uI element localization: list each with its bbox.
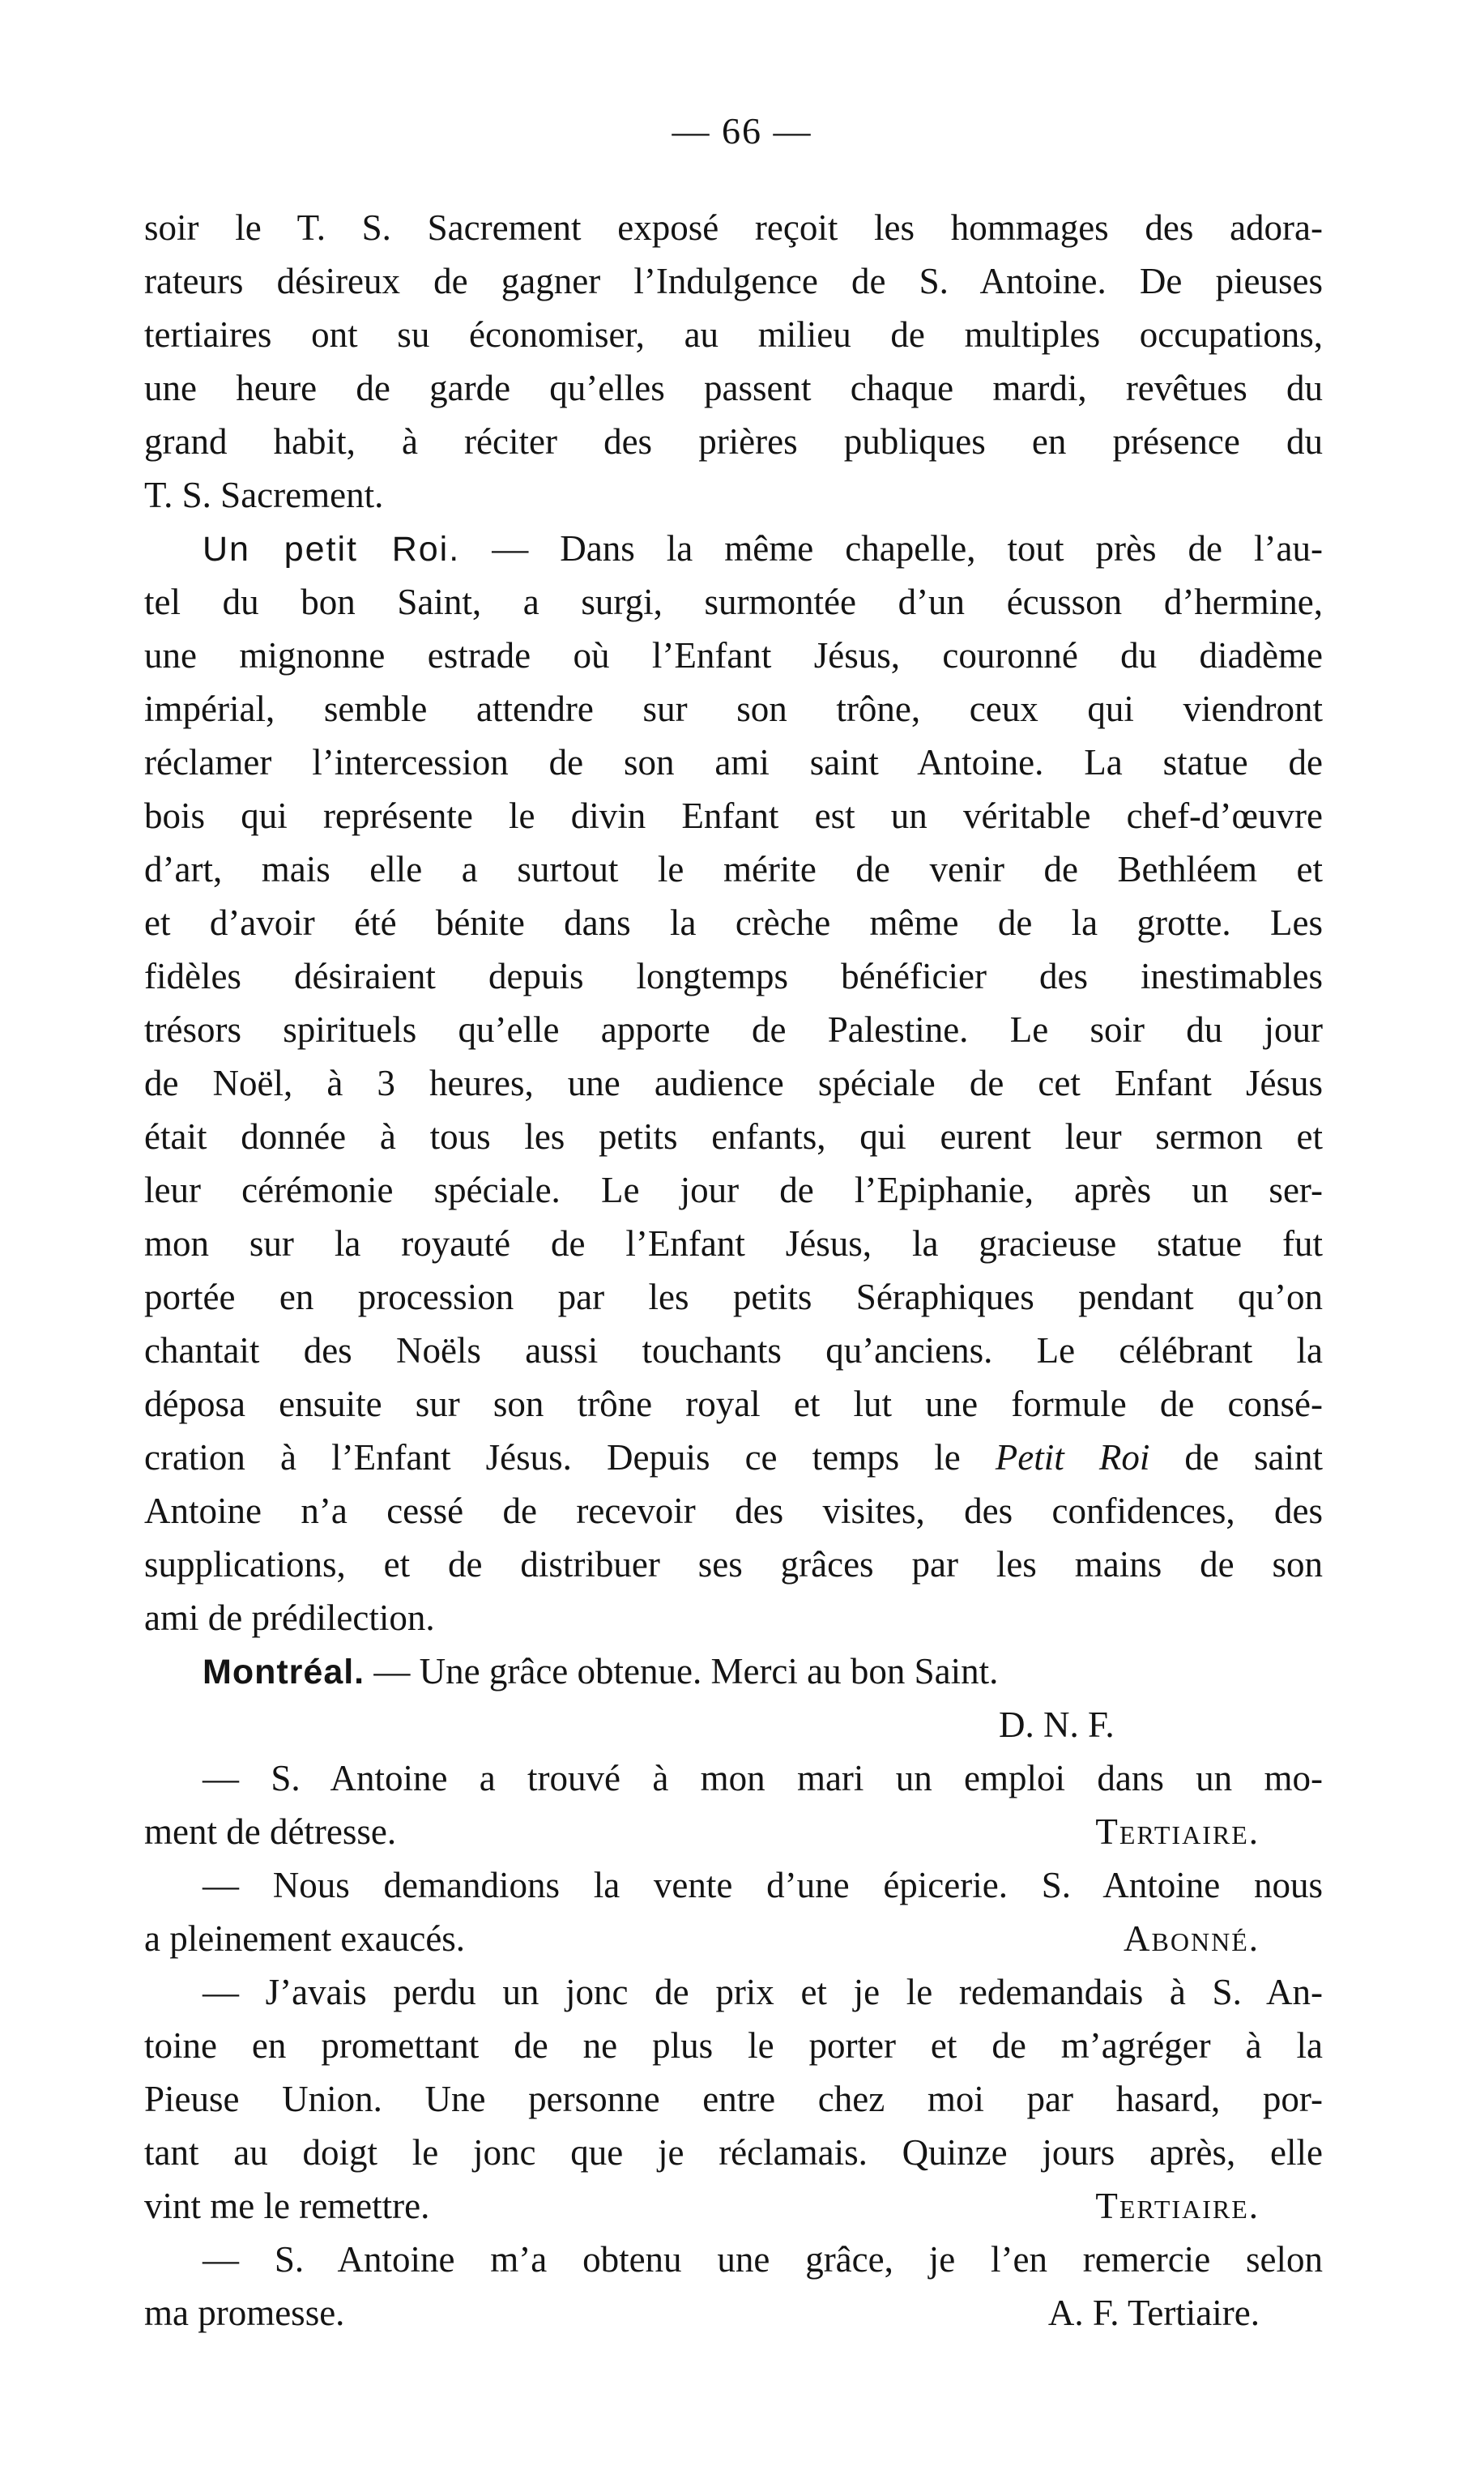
text-line: une heure de garde qu’elles passent chaque mardi, revêtues du — [144, 368, 1323, 408]
text-line: d’art, mais elle a surtout le mérite de venir de Bethléem et — [144, 849, 1323, 889]
signature: D. N. F. — [999, 1704, 1115, 1745]
text-line: rateurs désireux de gagner l’Indulgence de S. Antoine. De pieuses — [144, 261, 1323, 301]
text-line: mon sur la royauté de l’Enfant Jésus, la gracieuse statue fut — [144, 1223, 1323, 1264]
text-line: — J’avais perdu un jonc de prix et je le redemandais à S. An- — [203, 1972, 1323, 2012]
text-line: bois qui représente le divin Enfant est un véritable chef-d’œuvre — [144, 796, 1323, 836]
text-line — [144, 1805, 1323, 1858]
text-line: fidèles désiraient depuis longtemps bénéficier des inestimables — [144, 956, 1323, 996]
text-line: de Noël, à 3 heures, une audience spéciale de cet Enfant Jésus — [144, 1063, 1323, 1103]
text-line: trésors spirituels qu’elle apporte de Palestine. Le soir du jour — [144, 1009, 1323, 1050]
text-fragment: cration à l’Enfant Jésus. Depuis ce temps le — [144, 1437, 996, 1478]
text-line: — S. Antoine m’a obtenu une grâce, je l’en remercie selon — [203, 2239, 1323, 2280]
paragraph-sacrament — [144, 201, 1323, 522]
text-fragment: — Dans la même chapelle, tout près de l’au- — [460, 528, 1323, 569]
page-number: — 66 — — [672, 110, 812, 151]
paragraph-montreal — [144, 1645, 1323, 1751]
text-block — [144, 201, 1323, 2340]
italic-title: Petit Roi — [995, 1437, 1150, 1478]
text-line: tel du bon Saint, a surgi, surmontée d’un écusson d’hermine, — [144, 582, 1323, 622]
signature: Tertiaire. — [1095, 1811, 1260, 1852]
text-line: chantait des Noëls aussi touchants qu’anciens. Le célébrant la — [144, 1330, 1323, 1371]
text-line: portée en procession par les petits Séraphiques pendant qu’on — [144, 1277, 1323, 1317]
text-line — [144, 2179, 1323, 2233]
section-heading: Un petit Roi. — [203, 530, 461, 569]
text-line — [144, 1912, 1323, 1965]
text-line: Pieuse Union. Une personne entre chez moi par hasard, por- — [144, 2079, 1323, 2119]
text-line: ami de prédilection. — [144, 1598, 435, 1638]
signature: Tertiaire. — [1095, 2186, 1260, 2226]
testimony — [144, 2233, 1323, 2340]
paragraph-petit-roi — [144, 522, 1323, 1645]
text-line: impérial, semble attendre sur son trône, ceux qui viendront — [144, 689, 1323, 729]
text-fragment: — Une grâce obtenue. Merci au bon Saint. — [365, 1651, 999, 1691]
text-line: T. S. Sacrement. — [144, 475, 384, 515]
section-heading: Montréal. — [203, 1653, 365, 1691]
text-line: leur cérémonie spéciale. Le jour de l’Epiphanie, après un ser- — [144, 1170, 1323, 1210]
text-line: — S. Antoine a trouvé à mon mari un emploi dans un mo- — [203, 1758, 1323, 1798]
text-line — [144, 522, 1323, 575]
text-line: une mignonne estrade où l’Enfant Jésus, couronné du diadème — [144, 635, 1323, 676]
text-line: et d’avoir été bénite dans la crèche même de la grotte. Les — [144, 902, 1323, 943]
text-line: supplications, et de distribuer ses grâces par les mains de son — [144, 1544, 1323, 1585]
text-line: était donnée à tous les petits enfants, qui eurent leur sermon et — [144, 1116, 1323, 1157]
testimony — [144, 1751, 1323, 1858]
text-line — [144, 1645, 1323, 1698]
text-line: tertiaires ont su économiser, au milieu de multiples occupations, — [144, 314, 1323, 355]
text-line: soir le T. S. Sacrement exposé reçoit les hommages des adora- — [144, 207, 1323, 248]
text-fragment: a pleinement exaucés. — [144, 1918, 466, 1959]
text-fragment: ment de détresse. — [144, 1811, 397, 1852]
text-line — [144, 1431, 1323, 1484]
text-fragment: vint me le remettre. — [144, 2186, 430, 2226]
text-line: — Nous demandions la vente d’une épicerie. S. Antoine nous — [203, 1865, 1323, 1905]
testimony — [144, 1965, 1323, 2233]
text-line: réclamer l’intercession de son ami saint Antoine. La statue de — [144, 742, 1323, 783]
testimony — [144, 1858, 1323, 1965]
text-line — [144, 2286, 1323, 2340]
signature: A. F. Tertiaire. — [1047, 2293, 1260, 2333]
text-line: toine en promettant de ne plus le porter et de m’agréger à la — [144, 2025, 1323, 2066]
text-fragment: ma promesse. — [144, 2293, 345, 2333]
signature: Abonné. — [1124, 1918, 1260, 1959]
text-line: grand habit, à réciter des prières publiques en présence du — [144, 421, 1323, 462]
text-line: déposa ensuite sur son trône royal et lut une formule de consé- — [144, 1384, 1323, 1424]
text-line: Antoine n’a cessé de recevoir des visites, des confidences, des — [144, 1491, 1323, 1531]
text-fragment: de saint — [1149, 1437, 1323, 1478]
text-line: tant au doigt le jonc que je réclamais. Quinze jours après, elle — [144, 2132, 1323, 2173]
